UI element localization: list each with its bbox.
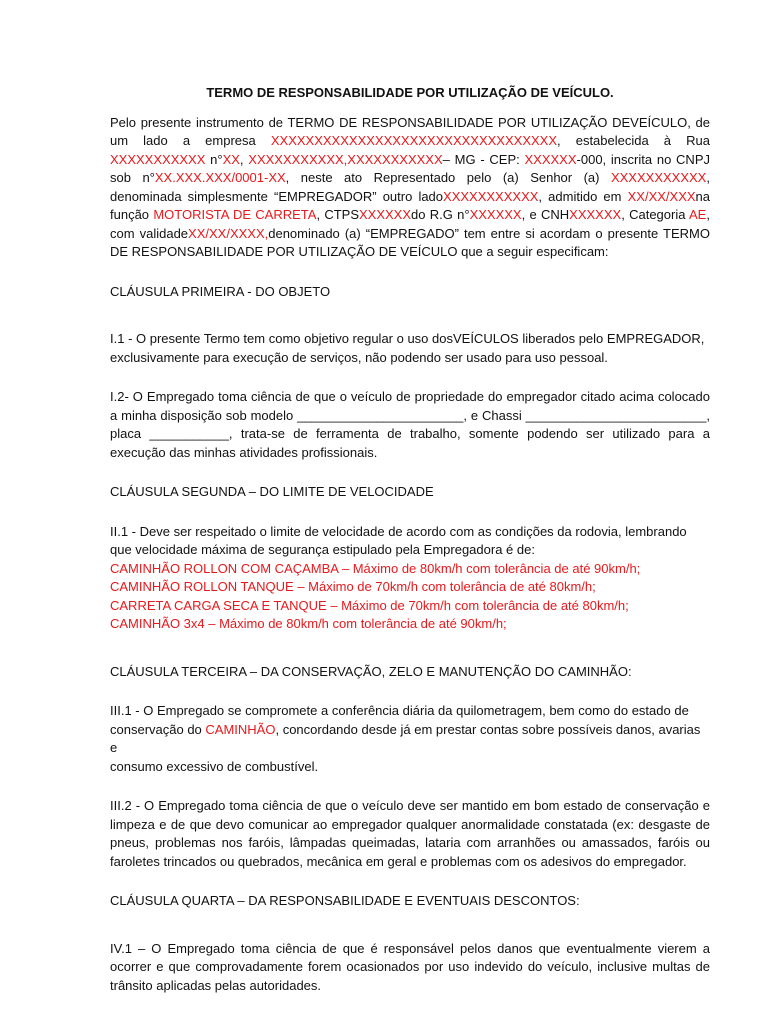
clause-three-text-line: consumo excessivo de combustível.	[110, 758, 319, 774]
placeholder-street: XXXXXXXXXXX	[110, 151, 206, 167]
clause-three-text: , concordando desde já em prestar contas sobre possíveis danos, avarias e	[110, 721, 701, 755]
placeholder-employee: XXXXXXXXXXX	[443, 188, 539, 204]
intro-text: , admitido em	[538, 188, 628, 204]
highlight-caminhao: CAMINHÃO	[205, 721, 276, 737]
intro-text: , estabelecida à Rua	[557, 133, 710, 148]
clause-one-item-1: I.1 - O presente Termo tem como objetivo regular o uso dosVEÍCULOS liberados pelo EMPREGADOR, exclusivamente para execução de serviços, não podendo ser usado para uso pessoal.	[110, 331, 705, 365]
intro-text: – MG - CEP:	[442, 151, 525, 167]
placeholder-rg: XXXXXX	[469, 207, 522, 222]
speed-limit-3x4: CAMINHÃO 3x4 – Máximo de 80km/h com tolerância de até 90km/h;	[110, 616, 507, 631]
intro-text: -000, inscrita no CNPJ sob n°	[110, 151, 710, 185]
clause-four-heading: CLÁUSULA QUARTA – DA RESPONSABILIDADE E EVENTUAIS DESCONTOS:	[110, 893, 580, 908]
clause-one-heading: CLÁUSULA PRIMEIRA - DO OBJETO	[110, 283, 331, 299]
placeholder-district-city: XXXXXXXXXXX,XXXXXXXXXXX	[248, 151, 443, 167]
intro-text: , e CNH	[521, 207, 570, 222]
clause-one-item-2: I.2- O Empregado toma ciência de que o veículo de propriedade do empregador citado acima colocado a minha disposição sob modelo _______________________, e Chassi _________________________, placa ___________, trata-se de ferramenta de trabalho, somente podendo ser utilizado para a execução das minhas atividades profissionais.	[110, 389, 710, 460]
intro-text: , Categoria	[621, 207, 690, 222]
speed-limit-rollon-tanque: CAMINHÃO ROLLON TANQUE – Máximo de 70km/h com tolerância de até 80km/h;	[110, 579, 596, 594]
placeholder-cnpj: XX.XXX.XXX/0001-XX	[154, 170, 286, 185]
placeholder-role: MOTORISTA DE CARRETA	[153, 207, 317, 222]
speed-limit-rollon-cacamba: CAMINHÃO ROLLON COM CAÇAMBA – Máximo de 80km/h com tolerância de até 90km/h;	[110, 560, 641, 576]
placeholder-cnh: XXXXXX	[569, 207, 622, 222]
placeholder-category: AE	[689, 207, 707, 222]
intro-text: , CTPS	[316, 207, 359, 222]
placeholder-ctps: XXXXXX	[359, 207, 412, 222]
clause-two-heading: CLÁUSULA SEGUNDA – DO LIMITE DE VELOCIDADE	[110, 484, 434, 499]
clause-three-text: conservação do	[110, 721, 206, 737]
placeholder-cep: XXXXXX	[524, 151, 577, 167]
placeholder-admission-date: XX/XX/XXX	[627, 188, 696, 204]
clause-three-text-line: III.1 - O Empregado se compromete a conferência diária da quilometragem, bem como do estado de	[110, 703, 689, 718]
intro-text: , com validade	[110, 207, 710, 241]
clause-three-item-2: III.2 - O Empregado toma ciência de que o veículo deve ser mantido em bom estado de conservação e limpeza e de que devo comunicar ao empregador qualquer anormalidade constatada (ex: desgaste de pneus, problemas nos faróis, lâmpadas queimadas, lataria com arranhões ou amassados, faróis ou faroletes trincados ou quebrados, mecânica em geral e problemas com os adesivos do empregador.	[110, 798, 710, 869]
placeholder-validity: XX/XX/XXXX,	[188, 225, 269, 241]
placeholder-representative: XXXXXXXXXXX	[610, 170, 707, 185]
intro-text: , denominada simplesmente “EMPREGADOR” outro lado	[110, 170, 710, 204]
document-title: TERMO DE RESPONSABILIDADE POR UTILIZAÇÃO DE VEÍCULO.	[206, 85, 614, 100]
intro-text: n°	[205, 151, 223, 167]
intro-text: do R.G n°	[411, 207, 470, 222]
clause-three-text-line	[110, 721, 710, 758]
speed-limit-carreta: CARRETA CARGA SECA E TANQUE – Máximo de 70km/h com tolerância de até 80km/h;	[110, 597, 629, 613]
intro-paragraph	[110, 114, 710, 262]
clause-two-text-line: que velocidade máxima de segurança estipulado pela Empregadora é de:	[110, 542, 535, 557]
placeholder-company: XXXXXXXXXXXXXXXXXXXXXXXXXXXXXXXXX	[270, 133, 557, 148]
clause-two-text-line: II.1 - Deve ser respeitado o limite de velocidade de acordo com as condições da rodovia, lembrando	[110, 523, 687, 539]
clause-three-item-1	[110, 702, 710, 776]
placeholder-number: XX	[222, 151, 240, 167]
clause-two-item-1	[110, 523, 710, 634]
intro-text: , neste ato Representado pelo (a) Senhor (a)	[285, 170, 611, 185]
intro-text: denominado (a) “EMPREGADO” tem entre si acordam o presente TERMO DE RESPONSABILIDADE POR UTILIZAÇÃO DE VEÍCULO que a seguir especificam:	[110, 225, 710, 259]
clause-three-heading: CLÁUSULA TERCEIRA – DA CONSERVAÇÃO, ZELO E MANUTENÇÃO DO CAMINHÃO:	[110, 663, 632, 679]
intro-text: ,	[239, 151, 249, 167]
clause-four-item-1: IV.1 – O Empregado toma ciência de que é responsável pelos danos que eventualmente vierem a ocorrer e que comprovadamente forem ocasionados por uso indevido do veículo, inclusive multas de trânsito aplicadas pelas autoridades.	[110, 940, 710, 993]
intro-text: Pelo presente instrumento de TERMO DE RESPONSABILIDADE POR UTILIZAÇÃO DEVEÍCULO, de um lado a empresa	[110, 114, 710, 148]
intro-text: na função	[110, 188, 710, 222]
